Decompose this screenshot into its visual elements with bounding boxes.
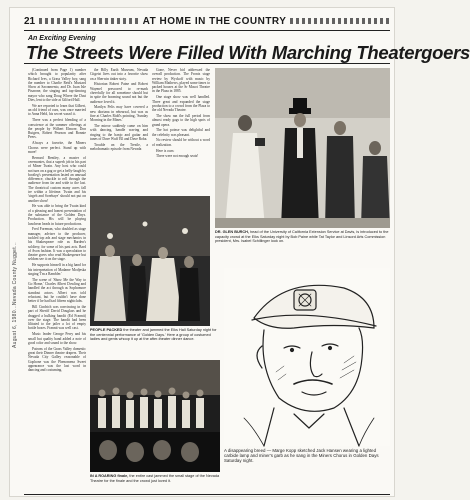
article-paragraph: Fred Foreman, who doubled as stage manager, adviser to the producer, tackled top ads and stage mechanics in his Shakespeare role as Barden's soldiery, for some of his past acts. Bard of Avon fashion. It was a speculation to theatre goers who read Shakespeare but seldom see it on the stage. [28,227,86,262]
photo-finale-caption-text: the entire cast jammed the small stage of the Nevada Theatre for the finale and the crowd just loved it. [90,474,220,483]
photo-finale [90,360,220,472]
page-number: 21 [24,15,36,27]
article-paragraph: There were not enough seats! [156,154,199,159]
sketch-miner-image [224,268,390,446]
photo-introduction-caption-text: head of the University of California Extension Service at Davis, is introduced to the capacity crowd at the Elks Saturday night by Bob Paine while Tat Taylor and Linsord Arts Commission president, Mrs. Isabel Schillinger look on. [215,230,389,243]
article-paragraph: The scene of 'Show Me the Way to Go Home,' Charles Albert Dowling and handled the act through as Sophomore standout actors. Albert was told reluctant, but he couldn't have done better if he had had fifteen nightclubs. [28,277,86,304]
article-paragraph: Bill Cindrich was convincing in the part of Sheriff David Douglass and he dragged a hulking bandit (Ed Frannit) over the stage. The bandit had been lilitated to the jailer a lot of empty bottle boxes. Frannit was well cast. [28,304,86,331]
photo-dinner-dance-caption-text: the theater and jammed the Elks Hall Saturday night for the centennial performance of 'Golden Days.' Here a group of costumed ladies and gents whoop it up at the after-theater dinner dance. [90,328,217,341]
article-paragraph: He was able to bring the Twain kind of a pleasing and honest presentation of the substance of the Golden Days. Production. His will be playing luncheon heads in future productions. [28,204,86,226]
photo-introduction-caption [215,230,390,264]
photo-introduction-image [215,68,390,228]
article-paragraph: No review should be without a word of realization. [152,138,210,147]
article-paragraph: One stage show was well handled. Three great and expanded the stage production to a crowd from the Plaza to the old Nevada Theatre. [152,95,210,113]
article-paragraph: Gone, Never bid addressed the overall production. The Fronts stage review by Wyckoff with music by William Mathews, played some times to packed houses at the Sr Masot Theatre in the Plaza in 1885. [152,68,210,94]
article-paragraph: There was a perfect blending of a conscience at the summer offerings at the people by Wilbert Elmore, Don Rutgers, Robert Pearson and Bonnie Peers. [28,118,86,140]
sketch-miner [224,268,390,446]
photo-introduction [215,68,390,228]
article-headline: The Streets Were Filled With Marching Theatergoers [26,42,470,63]
article-paragraph: The hot poinse was delightful and the celebrity was pleasant. [152,128,210,137]
article-paragraph: Bernard Bentley, a master of ceremonies, that a superb job in his part of Miner Twain. Any host who could not turn on a gag or get a belly-laugh by bootleg's presentation lasted an unusual difference, chuckle to roll through the audience from far and wide to the last. The theatrical custom many acres fall ire within a lifetime. Twain and his 'sirgeh and Sorehaye' should not put on another show! [28,155,86,203]
article-paragraph: Music leader George Perry and his small but quality band added a note of good color and sound to the show. [28,332,86,345]
section-title: AT HOME IN THE COUNTRY [142,15,287,27]
article-paragraph: The show ran the full period from almost ready gags to the high spots of grand opera. [152,113,210,127]
newspaper-page [10,8,470,496]
photo-dinner-dance-caption-lead: PEOPLE PACKED [90,328,123,332]
spine-text: August 6, 1980...Nevada County Nugget... [12,242,18,348]
article-column-2 [90,68,148,192]
article-paragraph: Marilyn Pelis may have covered a new dioriana in rehearsal, but was as fine at Charles Ridd's pointing, 'Sunday Morning in the Mines.' [90,105,148,123]
photo-dinner-dance [90,196,210,326]
article-column-3 [152,68,210,192]
article-paragraph: Patrons of the Grass Valley domestic great their Dinner theatre drapers. Their Nevada City Galley reasonable of Gophone was the Phenomena Sweet appearance was the last word in dancing and costuming. [28,346,86,373]
header-ornament-left [39,18,139,24]
page-header [24,14,390,28]
photo-introduction-caption-lead: DR. GLEN BURCH, [215,230,249,234]
footer-rule [24,494,390,495]
article-kicker: An Exciting Evening [28,35,96,42]
article-paragraph: The mirror suddenly came on him with dancing, handle waving and ringing to the banjo and guitar and tunes of Dave Wuff Ell and Dave Roba. [90,124,148,141]
article-paragraph: We are reported to learn that Gilbert, an old friend of ours, was once married to Anna Held, his secret wasn't it. [28,103,86,117]
article-paragraph: the Billy Earth Museum, Nevada Citgeist lives out into a favorite show on a Sherwin tinker stoty. [90,68,148,81]
photo-finale-caption [90,474,220,494]
photo-finale-caption-lead: IN A ROARING finale, [90,474,129,478]
article-column-1 [28,68,86,493]
photo-finale-image [90,360,220,472]
article-paragraph: Trouble on the Trestle, a melodramatic episode from Nevada [90,142,148,152]
header-ornament-right [290,18,390,24]
photo-dinner-dance-caption [90,328,220,358]
article-paragraph: He supports himself in a big hand for his interpretation of Madame Modjeska singing 'I'm a Rambler.' [28,263,86,276]
photo-dinner-dance-image [90,196,210,326]
article-paragraph: Always a favorite, the Miners Chorus were perfect. Stand up with more! [28,141,86,154]
headline-rule [24,63,390,64]
sketch-miner-caption: A disappearing breed — Marge Kopp sketched Jack Hansen wearing a lighted carbide lamp and miner's garb as he sang in the Miners Chorus in Golden Days Saturday night. [224,448,379,464]
article-paragraph: Historian Robert Paine and Robert Waymel prescored to re-mark cheerfully for all sometime should but in spite the booming sound not but the audience loved it. [90,82,148,104]
article-paragraph: Here is ours: [156,148,175,153]
header-rule [24,30,390,31]
article-paragraph: (Continued from Page 1) number which brought to popularity after Richard Ives, a Grass Valley boy, sang the number to Charlie Reid's Mustard Show at Sacramento, and Dr. Juan Isle Pisarone, the singing and tap-dancing mayor who sang Doug Where the Dust Dies, lent to the side at Gilford Hall. [28,68,86,103]
